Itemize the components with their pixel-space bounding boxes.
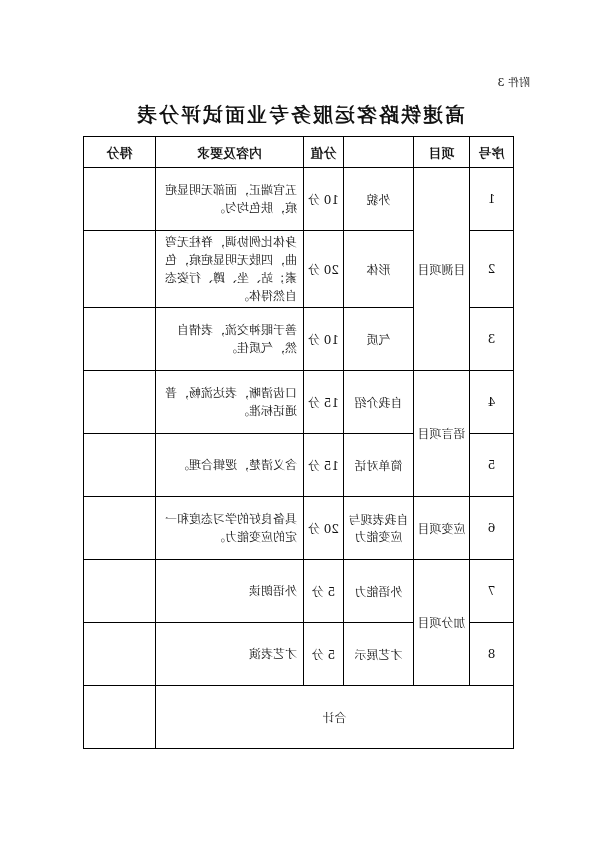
row-index: 5 [470,434,514,497]
header-category: 项目 [414,137,470,168]
row-requirement: 五官端正，面部无明显疤痕，肤色均匀。 [156,168,304,231]
row-index: 1 [470,168,514,231]
category-cell: 应变项目 [414,497,470,560]
header-index: 序号 [470,137,514,168]
header-score: 得分 [84,137,156,168]
row-item: 气质 [344,308,414,371]
total-label: 合计 [156,686,514,749]
row-item: 自我表现与应变能力 [344,497,414,560]
header-requirements: 内容及要求 [156,137,304,168]
row-item: 简单对话 [344,434,414,497]
page-title: 高速铁路客运服务专业面试评分表 [135,103,465,127]
row-item: 外貌 [344,168,414,231]
total-row [84,686,514,749]
row-requirement: 外语朗读 [156,560,304,623]
score-cell[interactable] [84,308,156,371]
row-item: 外语能力 [344,560,414,623]
row-points: 20 分 [304,497,344,560]
score-cell[interactable] [84,434,156,497]
attachment-label: 附件 3 [497,76,530,89]
row-points: 15 分 [304,434,344,497]
row-requirement: 含义清楚，逻辑合理。 [156,434,304,497]
row-item: 才艺展示 [344,623,414,686]
header-row [84,137,514,168]
row-requirement: 善于眼神交流，表情自然，气质佳。 [156,308,304,371]
row-index: 3 [470,308,514,371]
score-cell[interactable] [84,371,156,434]
row-item: 形体 [344,231,414,308]
row-points: 5 分 [304,560,344,623]
score-cell[interactable] [84,497,156,560]
category-cell: 目测项目 [414,168,470,371]
row-index: 4 [470,371,514,434]
row-index: 6 [470,497,514,560]
total-score-cell[interactable] [84,686,156,749]
table-row [84,168,514,231]
table-row [84,371,514,434]
row-index: 2 [470,231,514,308]
header-points: 分值 [304,137,344,168]
row-points: 5 分 [304,623,344,686]
header-item [344,137,414,168]
score-table [83,136,514,749]
row-index: 8 [470,623,514,686]
row-requirement: 口齿清晰，表达流畅，普通话标准。 [156,371,304,434]
row-item: 自我介绍 [344,371,414,434]
row-points: 10 分 [304,308,344,371]
row-requirement: 才艺表演 [156,623,304,686]
table-row [84,560,514,623]
score-cell[interactable] [84,231,156,308]
score-cell[interactable] [84,623,156,686]
row-points: 10 分 [304,168,344,231]
row-requirement: 身体比例协调，脊柱无弯曲，四肢无明显疤痕，色素；站、坐、蹲、行姿态自然得体。 [156,231,304,308]
category-cell: 语言项目 [414,371,470,497]
row-requirement: 具备良好的学习态度和一定的应变能力。 [156,497,304,560]
table-row [84,497,514,560]
score-cell[interactable] [84,168,156,231]
category-cell: 加分项目 [414,560,470,686]
row-index: 7 [470,560,514,623]
row-points: 20 分 [304,231,344,308]
row-points: 15 分 [304,371,344,434]
score-cell[interactable] [84,560,156,623]
